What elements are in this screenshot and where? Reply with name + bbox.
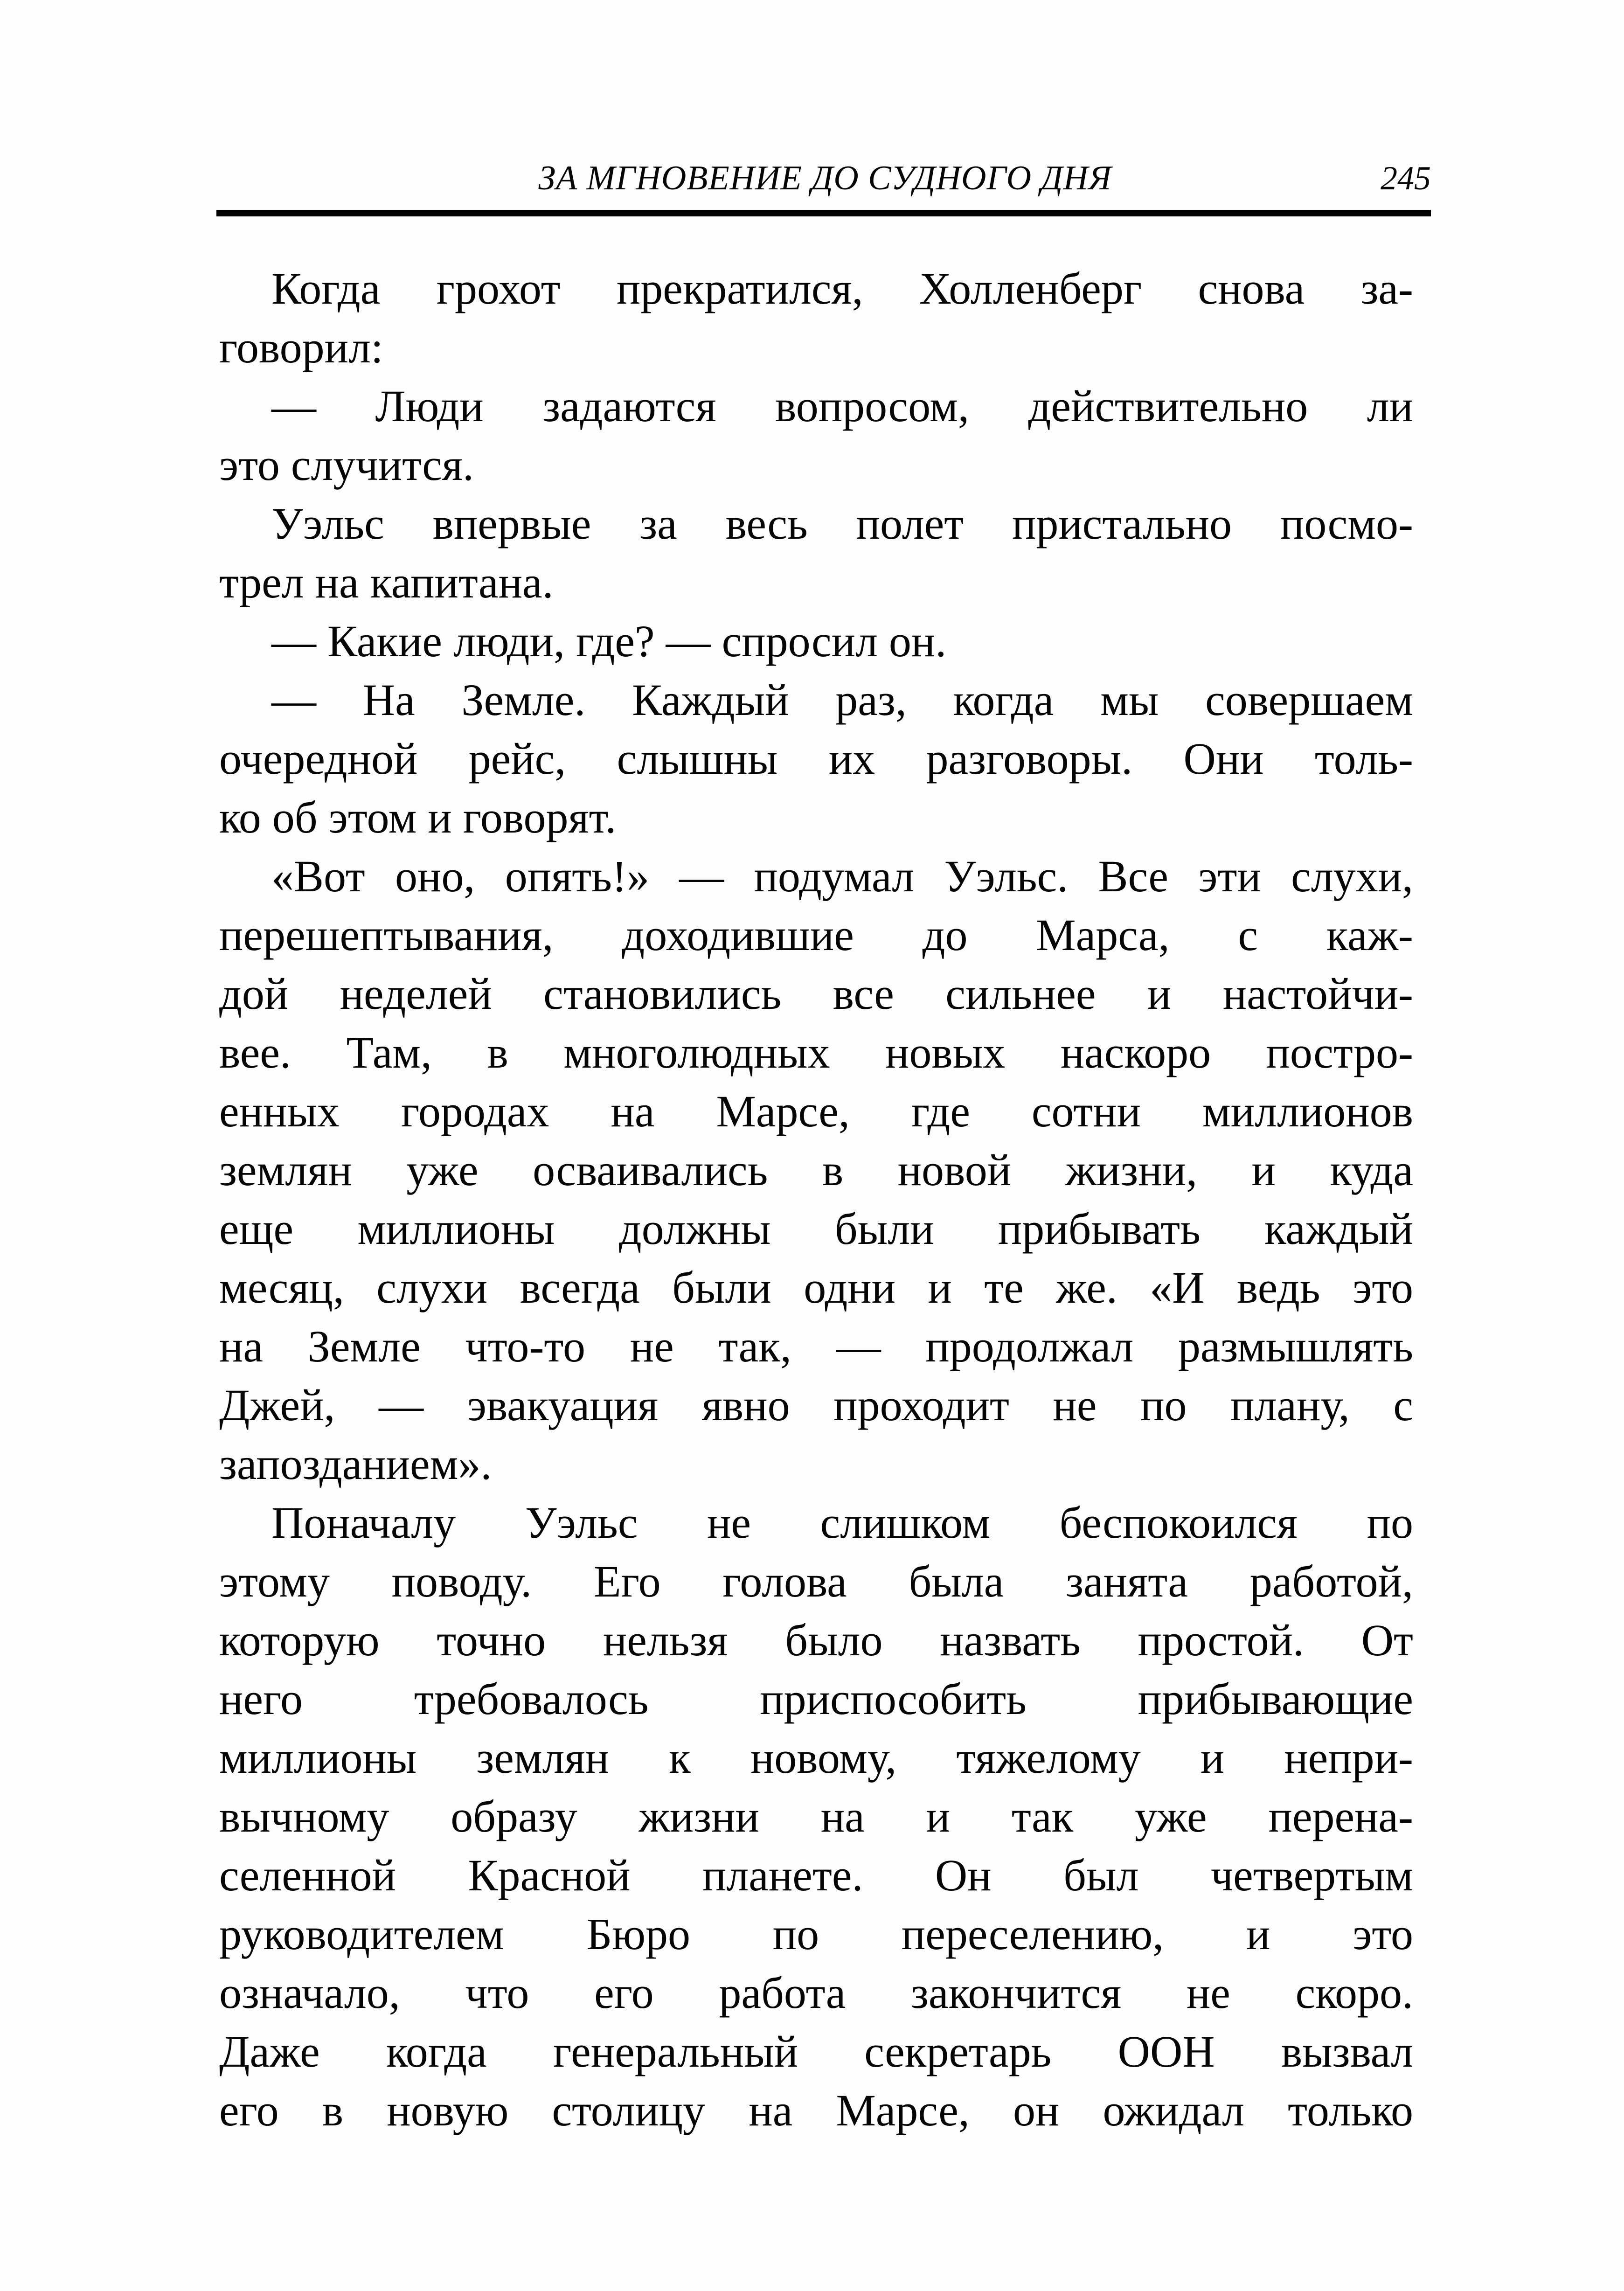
text-line: это случится. bbox=[219, 440, 474, 490]
text-line: запозданием». bbox=[219, 1439, 492, 1489]
text-line: трел на капитана. bbox=[219, 557, 554, 607]
text-line: землян уже осваивались в новой жизни, и куда bbox=[219, 1145, 1413, 1195]
text-line: очередной рейс, слышны их разговоры. Они толь- bbox=[219, 734, 1413, 784]
text-line: Поначалу Уэльс не слишком беспокоился по bbox=[271, 1498, 1413, 1548]
running-header-title: ЗА МГНОВЕНИЕ ДО СУДНОГО ДНЯ bbox=[538, 159, 1112, 197]
text-line: вычному образу жизни на и так уже перена- bbox=[219, 1791, 1413, 1841]
text-line: селенной Красной планете. Он был четвертым bbox=[219, 1850, 1413, 1900]
text-line: — Люди задаются вопросом, действительно ли bbox=[271, 381, 1413, 431]
text-line: перешептывания, доходившие до Марса, с каж- bbox=[219, 910, 1413, 960]
text-line: говорил: bbox=[219, 322, 383, 372]
text-line: Даже когда генеральный секретарь ООН вызвал bbox=[219, 2027, 1413, 2076]
text-line: него требовалось приспособить прибывающие bbox=[219, 1674, 1413, 1724]
text-line: енных городах на Марсе, где сотни миллионов bbox=[219, 1086, 1413, 1136]
text-line: его в новую столицу на Марсе, он ожидал только bbox=[219, 2085, 1413, 2135]
text-line: месяц, слухи всегда были одни и те же. «И ведь это bbox=[219, 1263, 1413, 1312]
text-line: Когда грохот прекратился, Холленберг снова за- bbox=[271, 264, 1413, 313]
text-line: руководителем Бюро по переселению, и это bbox=[219, 1909, 1413, 1959]
text-line: — На Земле. Каждый раз, когда мы совершаем bbox=[271, 675, 1413, 725]
text-line: ко об этом и говорят. bbox=[219, 792, 617, 842]
text-line: которую точно нельзя было назвать простой. От bbox=[219, 1615, 1413, 1665]
page-body bbox=[219, 259, 1413, 2140]
text-line: миллионы землян к новому, тяжелому и непри- bbox=[219, 1733, 1413, 1783]
text-line: этому поводу. Его голова была занята работой, bbox=[219, 1556, 1413, 1606]
text-line: «Вот оно, опять!» — подумал Уэльс. Все эти слухи, bbox=[271, 851, 1413, 901]
text-line: Уэльс впервые за весь полет пристально посмо- bbox=[271, 499, 1413, 548]
text-line: дой неделей становились все сильнее и настойчи- bbox=[219, 969, 1413, 1019]
header-rule bbox=[216, 210, 1431, 216]
text-line: еще миллионы должны были прибывать каждый bbox=[219, 1204, 1413, 1254]
running-header-row bbox=[219, 155, 1431, 201]
text-line: на Земле что-то не так, — продолжал размышлять bbox=[219, 1321, 1413, 1371]
text-line: — Какие люди, где? — спросил он. bbox=[271, 616, 947, 666]
text-line: Джей, — эвакуация явно проходит не по плану, с bbox=[219, 1380, 1413, 1430]
page-number: 245 bbox=[1381, 160, 1431, 197]
text-line: означало, что его работа закончится не скоро. bbox=[219, 1968, 1413, 2018]
text-line: вее. Там, в многолюдных новых наскоро постро- bbox=[219, 1027, 1413, 1077]
